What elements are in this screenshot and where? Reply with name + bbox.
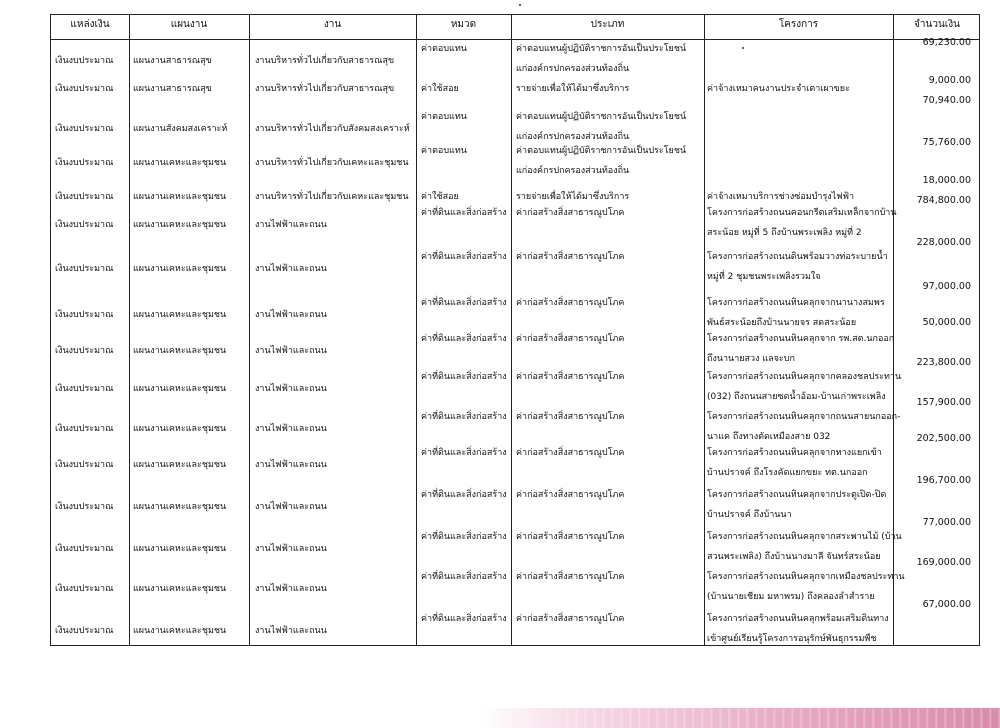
cell-category: ค่าที่ดินและสิ่งก่อสร้าง <box>421 298 507 308</box>
cell-work: งานบริหารทั่วไปเกี่ยวกับสาธารณสุข <box>255 56 395 66</box>
cell-type: ค่าก่อสร้างสิ่งสาธารณูปโภค <box>516 448 625 458</box>
cell-plan: แผนงานเคหะและชุมชน <box>133 384 227 394</box>
cell-category: ค่าที่ดินและสิ่งก่อสร้าง <box>421 252 507 262</box>
cell-source: เงินงบประมาณ <box>55 56 114 66</box>
cell-project: โครงการก่อสร้างถนนคอนกรีตเสริมเหล็กจากบ้าน <box>707 208 897 218</box>
cell-work: งานบริหารทั่วไปเกี่ยวกับสังคมสงเคราะห์ <box>255 124 410 134</box>
cell-project-line2: บ้านปราจค์ ถึงบ้านนา <box>707 510 792 520</box>
cell-source: เงินงบประมาณ <box>55 264 114 274</box>
cell-amount: 228,000.00 <box>916 237 971 248</box>
cell-project: โครงการก่อสร้างถนนดินพร้อมวางท่อระบายน้ำ <box>707 252 888 262</box>
cell-source: เงินงบประมาณ <box>55 502 114 512</box>
cell-project: โครงการก่อสร้างถนนหินคลุกจากทางแยกเข้า <box>707 448 882 458</box>
cell-amount: 169,000.00 <box>916 557 971 568</box>
cell-work: งานไฟฟ้าและถนน <box>255 310 327 320</box>
cell-plan: แผนงานเคหะและชุมชน <box>133 220 227 230</box>
cell-category: ค่าตอบแทน <box>421 44 467 54</box>
cell-work: งานบริหารทั่วไปเกี่ยวกับเคหะและชุมชน <box>255 158 409 168</box>
cell-plan: แผนงานเคหะและชุมชน <box>133 192 227 202</box>
cell-amount: 97,000.00 <box>922 281 971 292</box>
cell-work: งานไฟฟ้าและถนน <box>255 544 327 554</box>
cell-amount: 9,000.00 <box>928 75 971 86</box>
cell-source: เงินงบประมาณ <box>55 424 114 434</box>
cell-type: ค่าก่อสร้างสิ่งสาธารณูปโภค <box>516 372 625 382</box>
cell-category: ค่าที่ดินและสิ่งก่อสร้าง <box>421 572 507 582</box>
header-work: งาน <box>323 19 342 30</box>
cell-category: ค่าที่ดินและสิ่งก่อสร้าง <box>421 448 507 458</box>
cell-plan: แผนงานเคหะและชุมชน <box>133 502 227 512</box>
cell-plan: แผนงานเคหะและชุมชน <box>133 424 227 434</box>
cell-work: งานไฟฟ้าและถนน <box>255 346 327 356</box>
cell-type: ค่าก่อสร้างสิ่งสาธารณูปโภค <box>516 252 625 262</box>
cell-plan: แผนงานสาธารณสุข <box>133 56 212 66</box>
cell-type: ค่าก่อสร้างสิ่งสาธารณูปโภค <box>516 490 625 500</box>
cell-source: เงินงบประมาณ <box>55 124 114 134</box>
cell-project: โครงการก่อสร้างถนนหินคลุกจากเหมืองชลประทาน <box>707 572 905 582</box>
cell-source: เงินงบประมาณ <box>55 460 114 470</box>
cell-type: รายจ่ายเพื่อให้ได้มาซึ่งบริการ <box>516 84 630 94</box>
cell-type: ค่าก่อสร้างสิ่งสาธารณูปโภค <box>516 298 625 308</box>
cell-source: เงินงบประมาณ <box>55 158 114 168</box>
cell-work: งานไฟฟ้าและถนน <box>255 424 327 434</box>
cell-amount: 18,000.00 <box>922 175 971 186</box>
cell-source: เงินงบประมาณ <box>55 220 114 230</box>
column-divider <box>704 15 705 645</box>
cell-project: โครงการก่อสร้างถนนหินคลุกจาก รพ.สต.นกออก <box>707 334 895 344</box>
cell-category: ค่าตอบแทน <box>421 146 467 156</box>
cell-category: ค่าใช้สอย <box>421 84 459 94</box>
column-divider <box>416 15 417 645</box>
cell-plan: แผนงานเคหะและชุมชน <box>133 544 227 554</box>
column-divider <box>129 15 130 645</box>
cell-project-line2: พันธ์สระน้อยถึงบ้านนายจร สดสระน้อย <box>707 318 857 328</box>
header-plan: แผนงาน <box>170 19 208 30</box>
cell-category: ค่าที่ดินและสิ่งก่อสร้าง <box>421 412 507 422</box>
cell-project-line2: เข้าศูนย์เรียนรู้โครงการอนุรักษ์พันธุกรรมพืช <box>707 634 877 644</box>
cell-category: ค่าที่ดินและสิ่งก่อสร้าง <box>421 334 507 344</box>
cell-plan: แผนงานสังคมสงเคราะห์ <box>133 124 228 134</box>
cell-amount: 75,760.00 <box>922 137 971 148</box>
cell-plan: แผนงานเคหะและชุมชน <box>133 626 227 636</box>
cell-project: โครงการก่อสร้างถนนหินคลุกจากสระพานไม้ (บ้าน <box>707 532 902 542</box>
cell-plan: แผนงานเคหะและชุมชน <box>133 584 227 594</box>
cell-type: ค่าตอบแทนผู้ปฏิบัติราชการอันเป็นประโยชน์ <box>516 112 687 122</box>
cell-work: งานไฟฟ้าและถนน <box>255 626 327 636</box>
cell-type: ค่าก่อสร้างสิ่งสาธารณูปโภค <box>516 412 625 422</box>
cell-type: ค่าก่อสร้างสิ่งสาธารณูปโภค <box>516 532 625 542</box>
cell-amount: 196,700.00 <box>916 475 971 486</box>
cell-amount: 157,900.00 <box>916 397 971 408</box>
cell-work: งานไฟฟ้าและถนน <box>255 264 327 274</box>
cell-project: โครงการก่อสร้างถนนหินคลุกจากคลองชลประทาน <box>707 372 902 382</box>
cell-amount: 77,000.00 <box>922 517 971 528</box>
column-divider <box>249 15 250 645</box>
scan-speck <box>742 47 744 49</box>
column-divider <box>511 15 512 645</box>
cell-project-line2: หมู่ที่ 2 ชุมชนพระเพลิงรวมใจ <box>707 272 821 282</box>
cell-work: งานไฟฟ้าและถนน <box>255 502 327 512</box>
cell-project-line2: ถึงนานายสวง แลจะบก <box>707 354 795 364</box>
cell-category: ค่าที่ดินและสิ่งก่อสร้าง <box>421 614 507 624</box>
cell-work: งานบริหารทั่วไปเกี่ยวกับสาธารณสุข <box>255 84 395 94</box>
cell-type-line2: แก่องค์กรปกครองส่วนท้องถิ่น <box>516 132 630 142</box>
cell-amount: 50,000.00 <box>922 317 971 328</box>
cell-source: เงินงบประมาณ <box>55 310 114 320</box>
cell-type: ค่าตอบแทนผู้ปฏิบัติราชการอันเป็นประโยชน์ <box>516 44 687 54</box>
cell-project: โครงการก่อสร้างถนนหินคลุกจากถนนสายนกออก- <box>707 412 901 422</box>
cell-project-line2: บ้านปราจค์ ถึงโรงคัดแยกขยะ ทต.นกออก <box>707 468 868 478</box>
cell-source: เงินงบประมาณ <box>55 626 114 636</box>
cell-work: งานไฟฟ้าและถนน <box>255 584 327 594</box>
cell-category: ค่าใช้สอย <box>421 192 459 202</box>
cell-plan: แผนงานเคหะและชุมชน <box>133 310 227 320</box>
cell-category: ค่าที่ดินและสิ่งก่อสร้าง <box>421 372 507 382</box>
cell-type: ค่าตอบแทนผู้ปฏิบัติราชการอันเป็นประโยชน์ <box>516 146 687 156</box>
cell-category: ค่าที่ดินและสิ่งก่อสร้าง <box>421 490 507 500</box>
cell-amount: 202,500.00 <box>916 433 971 444</box>
cell-source: เงินงบประมาณ <box>55 84 114 94</box>
scan-edge-stripe-texture <box>560 708 1000 728</box>
cell-type: ค่าก่อสร้างสิ่งสาธารณูปโภค <box>516 572 625 582</box>
cell-category: ค่าที่ดินและสิ่งก่อสร้าง <box>421 208 507 218</box>
header-source: แหล่งเงิน <box>70 19 110 30</box>
cell-plan: แผนงานเคหะและชุมชน <box>133 460 227 470</box>
cell-amount: 223,800.00 <box>916 357 971 368</box>
cell-type: ค่าก่อสร้างสิ่งสาธารณูปโภค <box>516 334 625 344</box>
cell-type-line2: แก่องค์กรปกครองส่วนท้องถิ่น <box>516 166 630 176</box>
cell-type: ค่าก่อสร้างสิ่งสาธารณูปโภค <box>516 208 625 218</box>
cell-project-line2: (บ้านนายเชียม มหาพรม) ถึงคลองลำสำราย <box>707 592 875 602</box>
cell-project: โครงการก่อสร้างถนนหินคลุกจากนานางสมพร <box>707 298 885 308</box>
cell-project: ค่าจ้างเหมาคนงานประจำเตาเผาขยะ <box>707 84 850 94</box>
column-divider <box>893 15 894 645</box>
header-project: โครงการ <box>778 19 819 30</box>
cell-project-line2: สระน้อย หมู่ที่ 5 ถึงบ้านพระเพลิง หมู่ที่ 2 <box>707 228 862 238</box>
cell-project-line2: สวนพระเพลิง) ถึงบ้านนางมาลี จันทร์สระน้อย <box>707 552 881 562</box>
cell-project: ค่าจ้างเหมาบริการช่างซ่อมบำรุงไฟฟ้า <box>707 192 854 202</box>
cell-source: เงินงบประมาณ <box>55 584 114 594</box>
cell-plan: แผนงานสาธารณสุข <box>133 84 212 94</box>
header-amount: จำนวนเงิน <box>914 19 960 30</box>
cell-source: เงินงบประมาณ <box>55 346 114 356</box>
budget-table <box>50 14 980 646</box>
cell-plan: แผนงานเคหะและชุมชน <box>133 346 227 356</box>
cell-source: เงินงบประมาณ <box>55 384 114 394</box>
cell-amount: 70,940.00 <box>922 95 971 106</box>
cell-type: ค่าก่อสร้างสิ่งสาธารณูปโภค <box>516 614 625 624</box>
cell-source: เงินงบประมาณ <box>55 192 114 202</box>
cell-work: งานไฟฟ้าและถนน <box>255 460 327 470</box>
cell-work: งานบริหารทั่วไปเกี่ยวกับเคหะและชุมชน <box>255 192 409 202</box>
cell-amount: 67,000.00 <box>922 599 971 610</box>
scan-speck <box>519 4 521 6</box>
cell-category: ค่าที่ดินและสิ่งก่อสร้าง <box>421 532 507 542</box>
cell-amount: 69,230.00 <box>922 37 971 48</box>
header-category: หมวด <box>450 19 477 30</box>
cell-work: งานไฟฟ้าและถนน <box>255 384 327 394</box>
cell-project: โครงการก่อสร้างถนนหินคลุกจากประตูเปิด-ปิด <box>707 490 887 500</box>
cell-project-line2: (032) ถึงถนนสายซดน้ำอ้อม-บ้านเก่าพระเพลิง <box>707 392 886 402</box>
cell-category: ค่าตอบแทน <box>421 112 467 122</box>
cell-amount: 784,800.00 <box>916 195 971 206</box>
cell-plan: แผนงานเคหะและชุมชน <box>133 264 227 274</box>
header-type: ประเภท <box>590 19 625 30</box>
cell-type-line2: แก่องค์กรปกครองส่วนท้องถิ่น <box>516 64 630 74</box>
cell-source: เงินงบประมาณ <box>55 544 114 554</box>
cell-type: รายจ่ายเพื่อให้ได้มาซึ่งบริการ <box>516 192 630 202</box>
cell-work: งานไฟฟ้าและถนน <box>255 220 327 230</box>
cell-project-line2: นาแค ถึงทางตัดเหมืองสาย 032 <box>707 432 831 442</box>
header-divider <box>51 39 979 40</box>
cell-plan: แผนงานเคหะและชุมชน <box>133 158 227 168</box>
cell-project: โครงการก่อสร้างถนนหินคลุกพร้อมเสริมดินทาง <box>707 614 889 624</box>
